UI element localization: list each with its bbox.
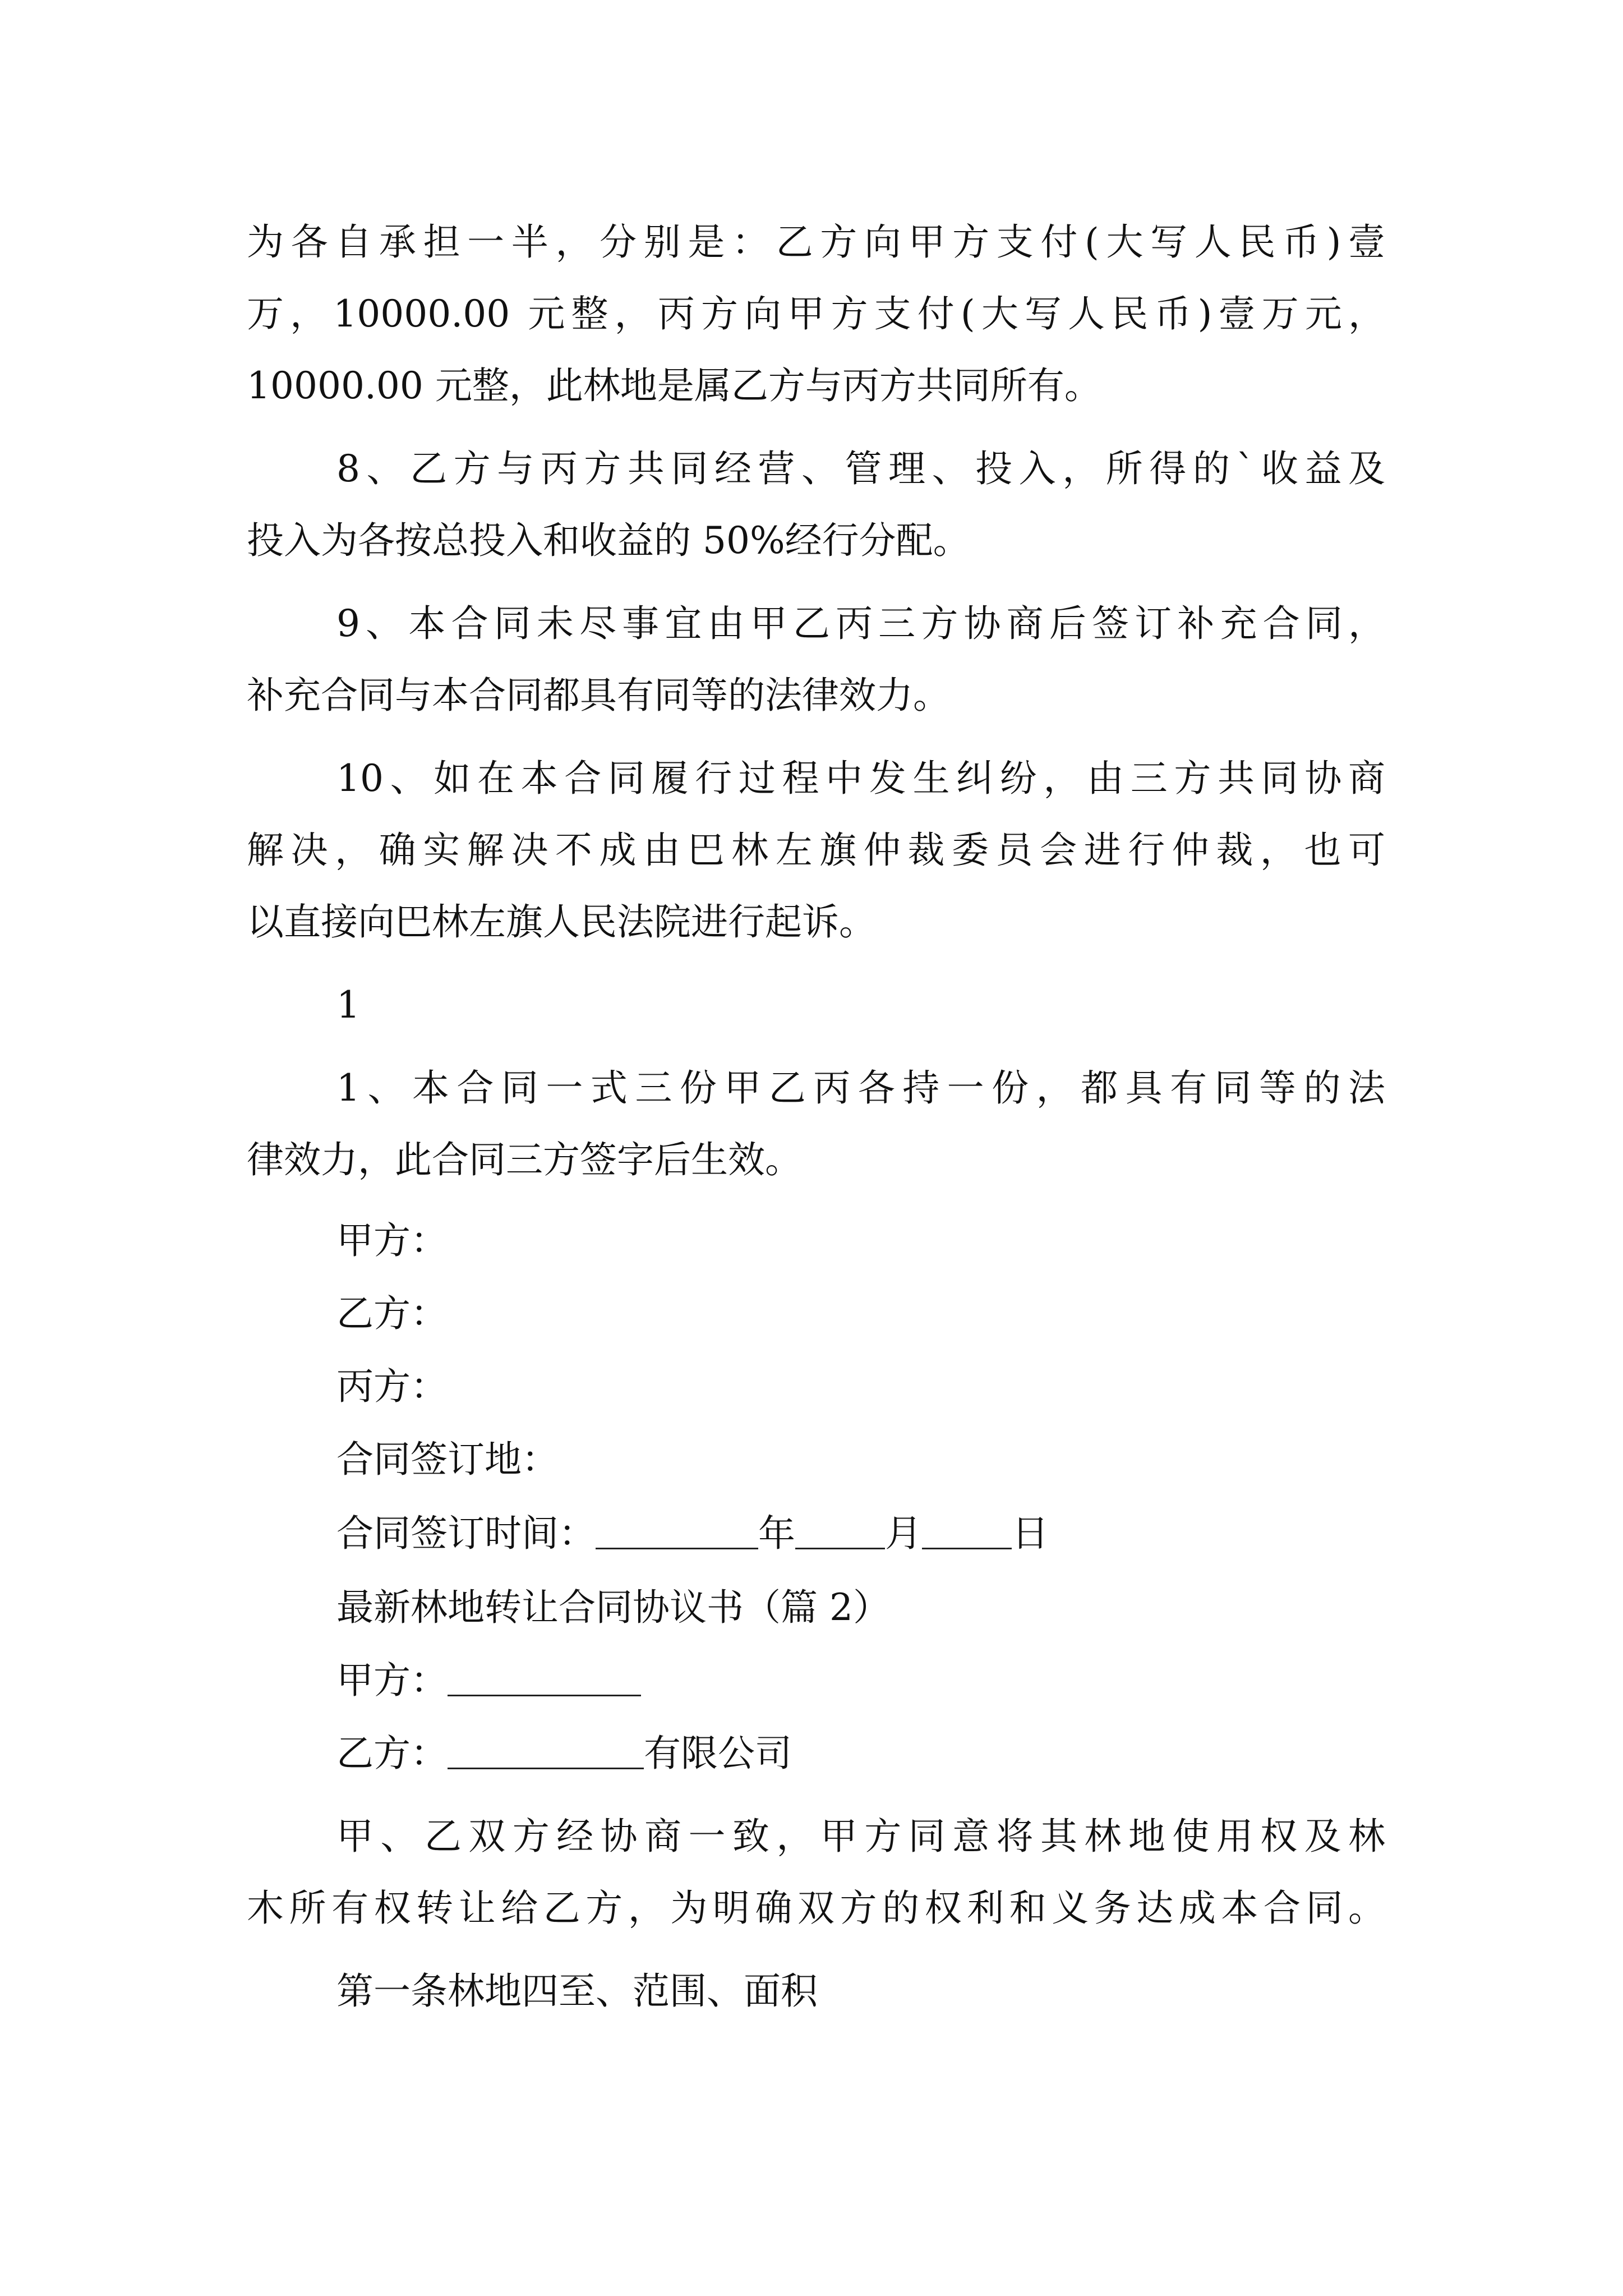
day-blank xyxy=(922,1511,1012,1549)
signing-date-label: 合同签订时间： xyxy=(336,1512,596,1555)
paragraph-line: 为各自承担一半，分别是：乙方向甲方支付(大写人民币)壹 xyxy=(247,220,1385,264)
paragraph-line: 补充合同与本合同都具有同等的法律效力。 xyxy=(247,674,950,717)
party-b-row xyxy=(336,1728,1385,1779)
month-label: 月 xyxy=(885,1512,922,1555)
signature-party-a: 甲方： xyxy=(336,1219,448,1262)
party-a-row xyxy=(336,1655,1385,1706)
party-b-label: 乙方： xyxy=(336,1732,448,1775)
paragraph-line: 9、本合同未尽事宜由甲乙丙三方协商后签订补充合同， xyxy=(336,602,1385,645)
party-b-blank xyxy=(448,1731,644,1769)
paragraph-line: 甲、乙双方经协商一致，甲方同意将其林地使用权及林 xyxy=(336,1815,1385,1858)
section-title: 最新林地转让合同协议书（篇 2） xyxy=(336,1586,890,1629)
party-a-label: 甲方： xyxy=(336,1659,448,1702)
month-blank xyxy=(795,1511,885,1549)
paragraph-line: 投入为各按总投入和收益的 50%经行分配。 xyxy=(247,519,970,562)
paragraph-line: 10000.00 元整，此林地是属乙方与丙方共同所有。 xyxy=(247,364,1101,407)
paragraph-line: 木所有权转让给乙方，为明确双方的权利和义务达成本合同。 xyxy=(247,1887,1385,1930)
party-a-blank xyxy=(448,1658,641,1696)
paragraph-line: 1 xyxy=(336,983,360,1027)
signature-party-b: 乙方： xyxy=(336,1292,448,1335)
paragraph-line: 万，10000.00 元整，丙方向甲方支付(大写人民币)壹万元， xyxy=(247,292,1385,335)
day-label: 日 xyxy=(1012,1512,1049,1555)
paragraph-line: 律效力，此合同三方签字后生效。 xyxy=(247,1138,802,1181)
signing-date-row xyxy=(336,1508,1385,1559)
article-heading: 第一条林地四至、范围、面积 xyxy=(336,1970,818,2013)
paragraph-line: 解决，确实解决不成由巴林左旗仲裁委员会进行仲裁，也可 xyxy=(247,829,1385,872)
year-blank xyxy=(596,1511,758,1549)
signing-place: 合同签订地： xyxy=(336,1438,559,1481)
company-suffix: 有限公司 xyxy=(644,1732,792,1775)
paragraph-line: 10、如在本合同履行过程中发生纠纷，由三方共同协商 xyxy=(336,757,1385,800)
signature-party-c: 丙方： xyxy=(336,1365,448,1408)
year-label: 年 xyxy=(758,1512,795,1555)
paragraph-line: 1、本合同一式三份甲乙丙各持一份，都具有同等的法 xyxy=(336,1066,1385,1110)
paragraph-line: 8、乙方与丙方共同经营、管理、投入，所得的`收益及 xyxy=(336,447,1385,490)
paragraph-line: 以直接向巴林左旗人民法院进行起诉。 xyxy=(247,900,876,944)
